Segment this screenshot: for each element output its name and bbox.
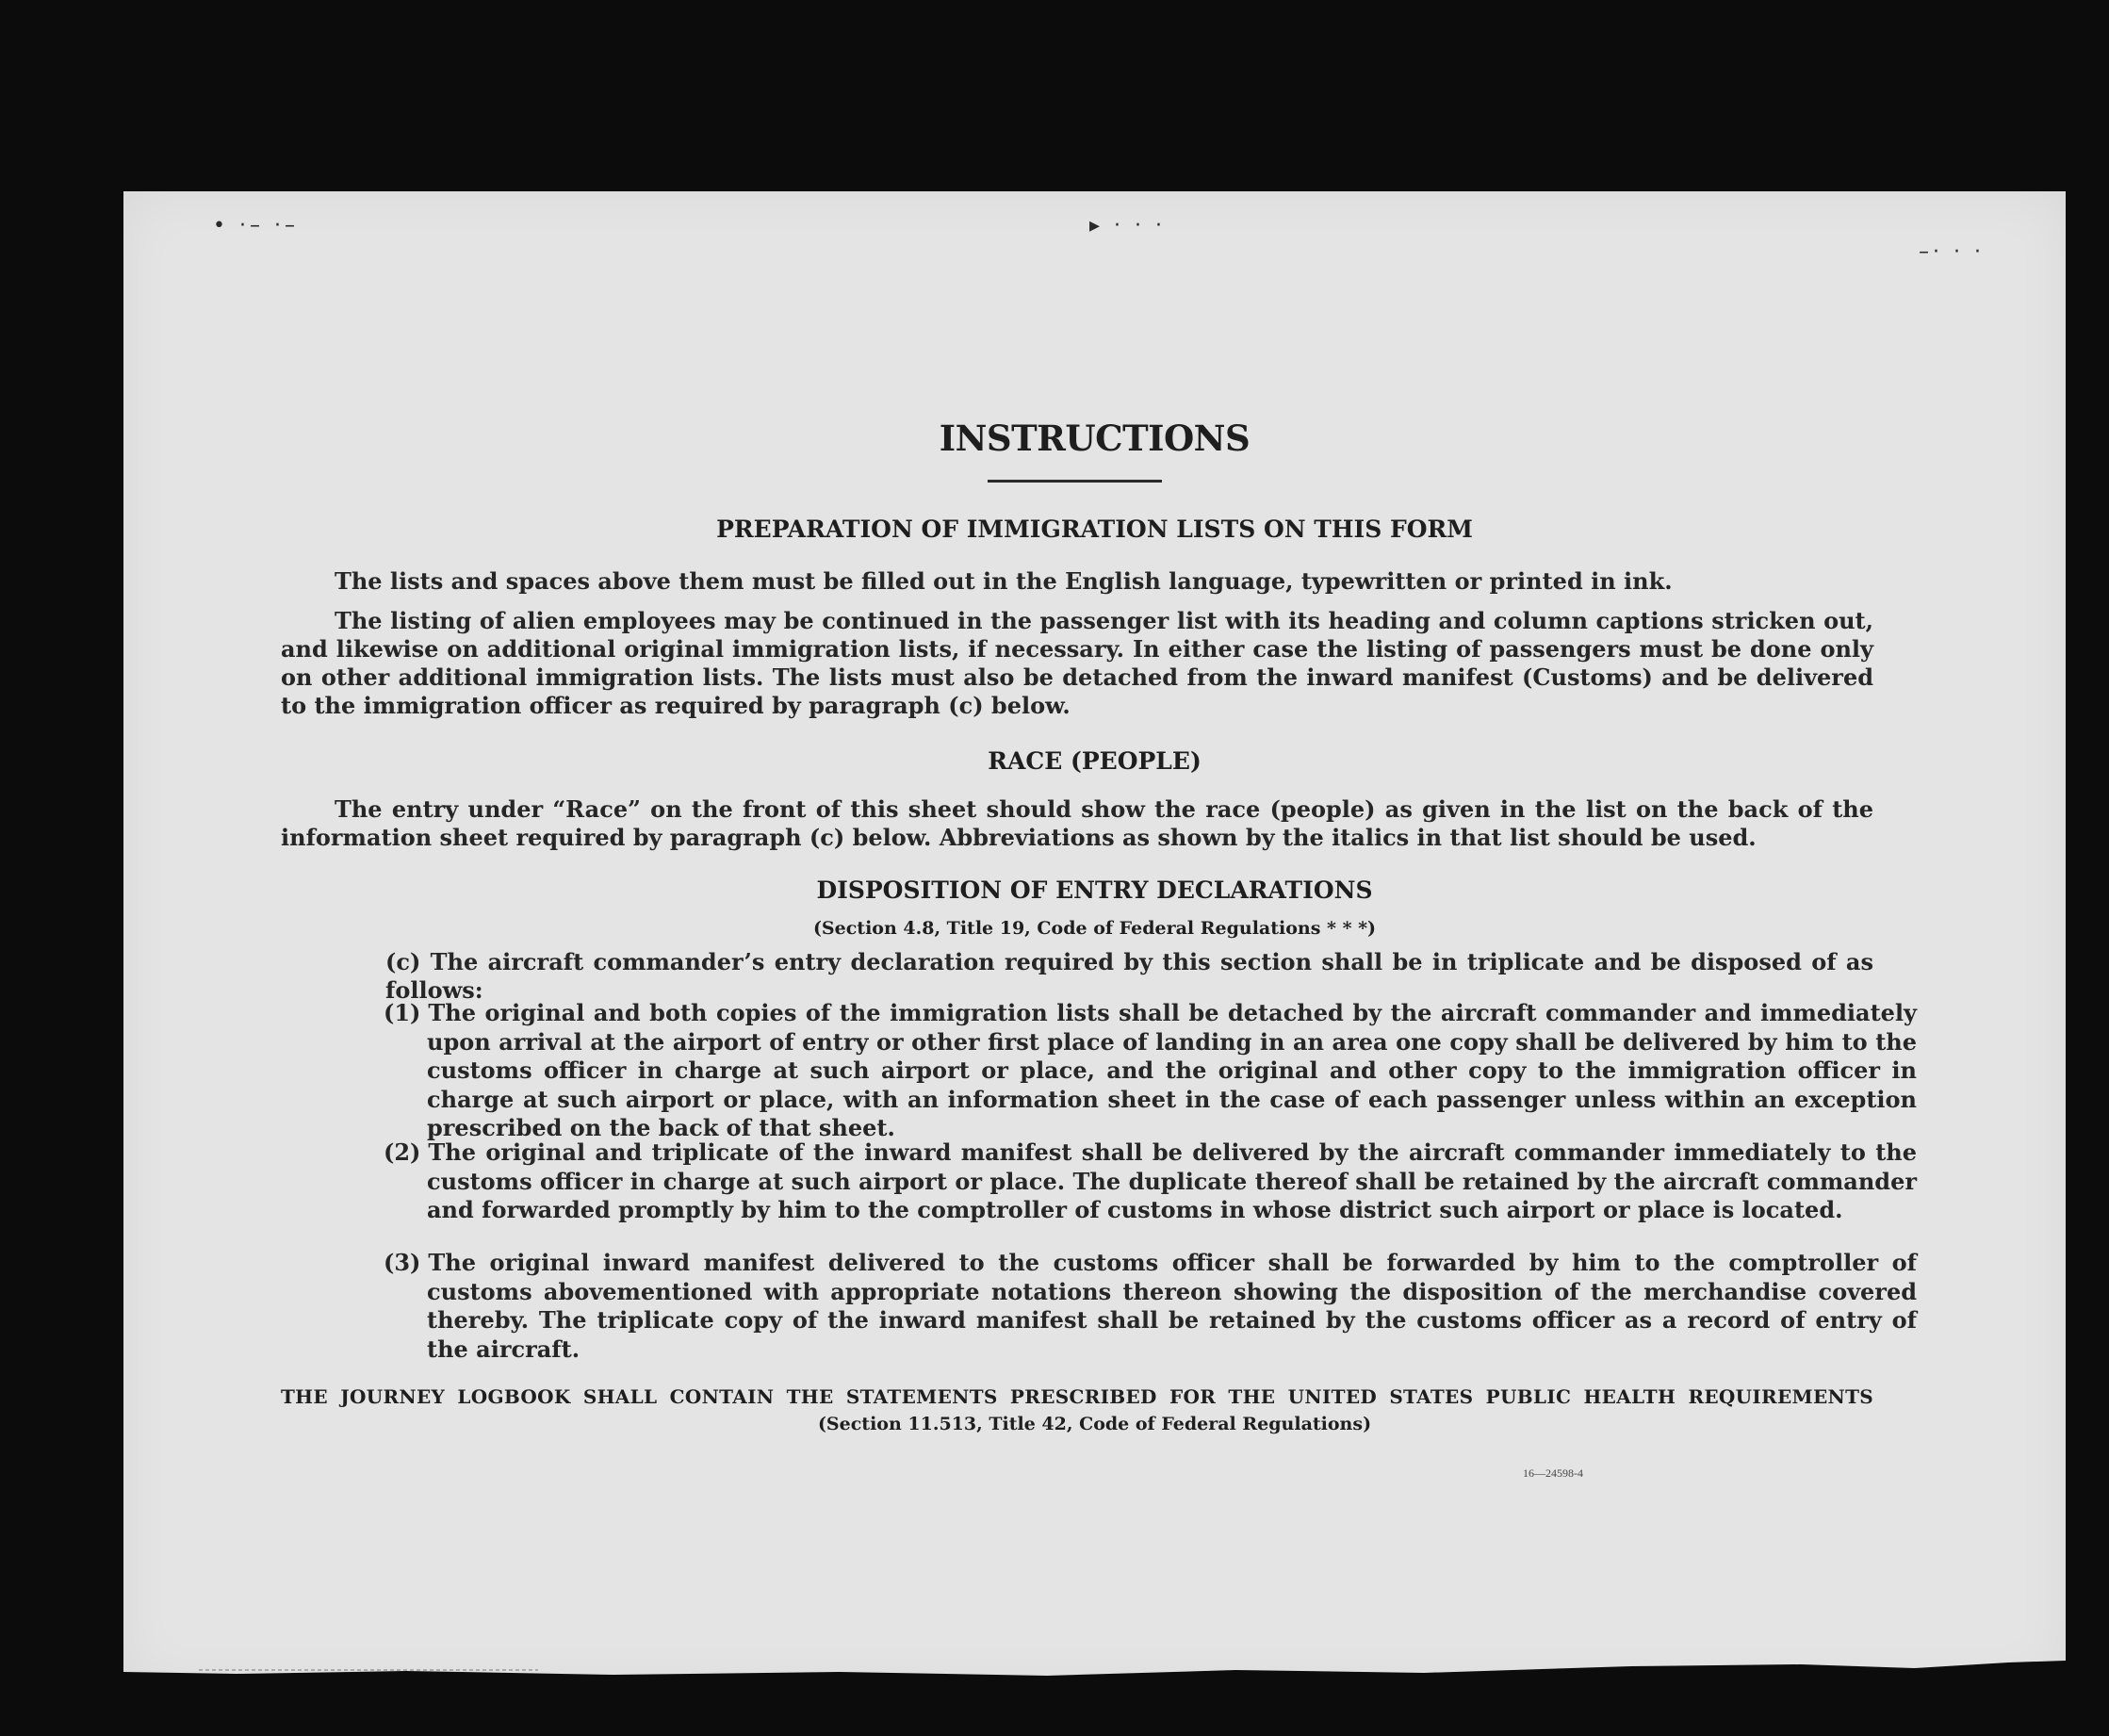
ink-speck: • ·– ·– [213, 214, 299, 237]
item-number: (2) [384, 1138, 421, 1166]
item-number: (1) [384, 999, 421, 1026]
item-text: The original and triplicate of the inward manifest shall be delivered by the aircraft commander immediately to the customs officer in charge at such airport or place. The duplicate thereof shall be retained by the aircraft commander and forwarded promptly by him to the comptroller of customs in whose district such airport or place is located. [427, 1138, 1917, 1223]
disposition-heading: DISPOSITION OF ENTRY DECLARATIONS [816, 876, 1373, 904]
torn-bottom-edge [123, 1653, 2066, 1687]
preparation-heading: PREPARATION OF IMMIGRATION LISTS ON THIS FORM [716, 516, 1473, 543]
title-divider [988, 480, 1162, 483]
disposition-item [384, 1138, 1917, 1225]
bleed-through-line [1019, 257, 1023, 279]
item-number: (3) [384, 1249, 421, 1276]
bleed-through-line [519, 286, 524, 307]
disposition-citation: (Section 4.8, Title 19, Code of Federal Regulations * * *) [812, 918, 1377, 939]
preparation-paragraph-2: The listing of alien employees may be continued in the passenger list with its heading and column captions stricken out, and likewise on additional original immigration lists, if necessary. In either case the listing of passengers must be done only on other additional immigration lists. The lists must also be detached from the inward manifest (Customs) and be delivered to the immigration officer as required by paragraph (c) below. [281, 607, 1873, 719]
page-title: INSTRUCTIONS [939, 418, 1251, 459]
item-text: The original and both copies of the immigration lists shall be detached by the aircraft commander and immediately upon arrival at the airport of entry or other first place of landing in an area one copy shall be delivered by him to the customs officer in charge at such airport or place, and the original and other copy to the immigration officer in charge at such airport or place, with an information sheet in the case of each passenger unless within an exception prescribed on the back of that sheet. [427, 999, 1917, 1141]
public-health-statement: THE JOURNEY LOGBOOK SHALL CONTAIN THE STATEMENTS PRESCRIBED FOR THE UNITED STATES PUBLIC HEALTH REQUIREMENTS [281, 1385, 1873, 1408]
public-health-citation: (Section 11.513, Title 42, Code of Federal Regulations) [817, 1414, 1372, 1434]
disposition-item [384, 999, 1917, 1143]
disposition-item [384, 1249, 1917, 1364]
preparation-paragraph-1: The lists and spaces above them must be filled out in the English language, typewritten or printed in ink. [335, 567, 1673, 595]
race-paragraph: The entry under “Race” on the front of this sheet should show the race (people) as given in the list on the back of the information sheet required by paragraph (c) below. Abbreviations as shown by the italics in that list should be used. [281, 795, 1873, 851]
document-page [123, 191, 2066, 1687]
form-number: 16—24598-4 [1523, 1466, 1583, 1480]
disposition-intro: (c) The aircraft commander’s entry declaration required by this section shall be in triplicate and be disposed of as follows: [385, 948, 1873, 1004]
ink-speck: –· · · [1919, 240, 1985, 264]
item-text: The original inward manifest delivered to the customs officer shall be forwarded by him to the comptroller of customs abovementioned with appropriate notations thereon showing the disposition of the merchandise covered thereby. The triplicate copy of the inward manifest shall be retained by the customs officer as a record of entry of the aircraft. [427, 1249, 1917, 1363]
race-heading: RACE (PEOPLE) [988, 747, 1202, 775]
ink-speck: ▸ · · · [1089, 214, 1167, 237]
